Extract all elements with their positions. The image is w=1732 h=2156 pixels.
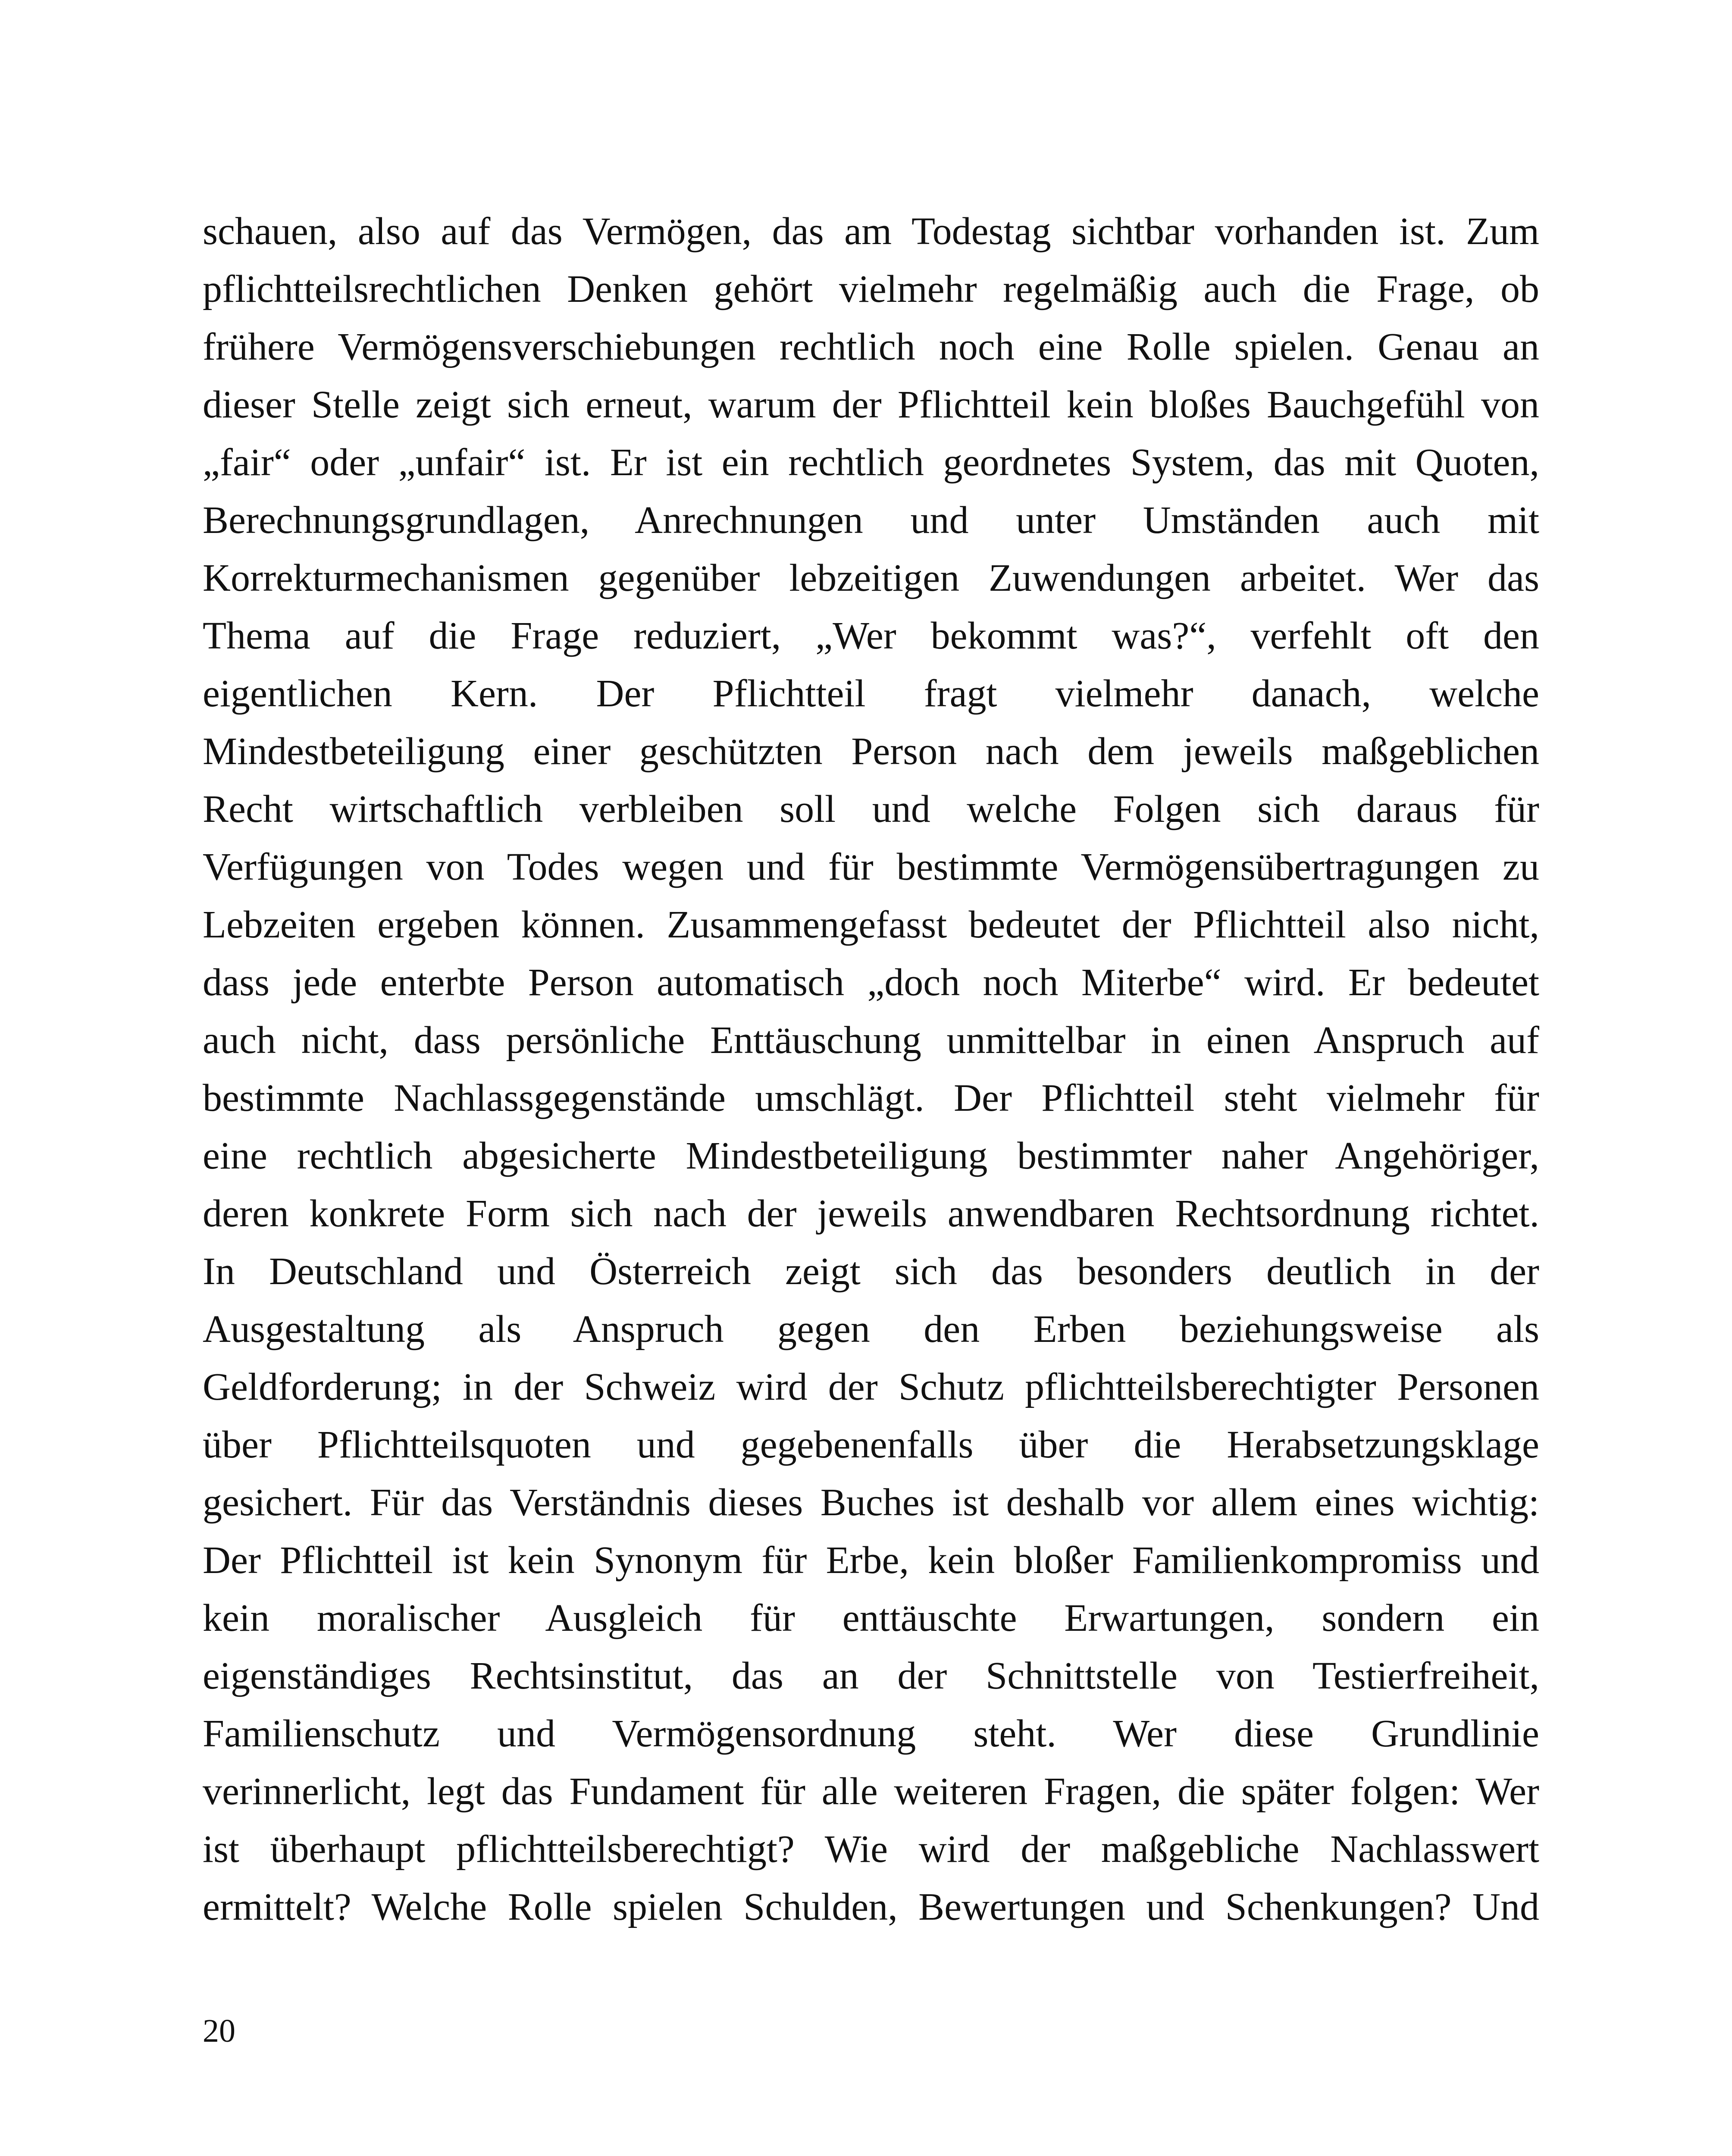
text-line: Mindestbeteiligung einer geschützten Person nach dem jeweils maßgeblichen: [203, 730, 1539, 773]
text-line: Recht wirtschaftlich verbleiben soll und welche Folgen sich daraus für: [203, 788, 1539, 830]
text-line: Thema auf die Frage reduziert, „Wer bekommt was?“, verfehlt oft den: [203, 614, 1539, 657]
text-line: verinnerlicht, legt das Fundament für alle weiteren Fragen, die später folgen: Wer: [203, 1770, 1539, 1813]
text-line: „fair“ oder „unfair“ ist. Er ist ein rechtlich geordnetes System, das mit Quoten,: [203, 441, 1539, 484]
text-line: deren konkrete Form sich nach der jeweils anwendbaren Rechtsordnung richtet.: [203, 1192, 1539, 1235]
text-line: dass jede enterbte Person automatisch „doch noch Miterbe“ wird. Er bedeutet: [203, 961, 1539, 1004]
text-line: In Deutschland und Österreich zeigt sich das besonders deutlich in der: [203, 1250, 1539, 1293]
text-line: eigentlichen Kern. Der Pflichtteil fragt vielmehr danach, welche: [203, 672, 1539, 715]
text-line: pflichtteilsrechtlichen Denken gehört vielmehr regelmäßig auch die Frage, ob: [203, 268, 1539, 310]
text-line: schauen, also auf das Vermögen, das am Todestag sichtbar vorhanden ist. Zum: [203, 210, 1539, 253]
text-line: dieser Stelle zeigt sich erneut, warum der Pflichtteil kein bloßes Bauchgefühl von: [203, 383, 1539, 426]
text-line: eigenständiges Rechtsinstitut, das an der Schnittstelle von Testierfreiheit,: [203, 1655, 1539, 1697]
text-line: kein moralischer Ausgleich für enttäuschte Erwartungen, sondern ein: [203, 1597, 1539, 1639]
page-number: 20: [203, 2013, 235, 2049]
text-line: Verfügungen von Todes wegen und für bestimmte Vermögensübertragungen zu: [203, 846, 1539, 888]
body-text: [203, 203, 1539, 1936]
text-line: Ausgestaltung als Anspruch gegen den Erben beziehungsweise als: [203, 1308, 1539, 1351]
text-line: über Pflichtteilsquoten und gegebenenfalls über die Herabsetzungsklage: [203, 1423, 1539, 1466]
text-line: Korrekturmechanismen gegenüber lebzeitigen Zuwendungen arbeitet. Wer das: [203, 557, 1539, 599]
text-line: eine rechtlich abgesicherte Mindestbeteiligung bestimmter naher Angehöriger,: [203, 1134, 1539, 1177]
text-line: gesichert. Für das Verständnis dieses Buches ist deshalb vor allem eines wichtig:: [203, 1481, 1539, 1524]
text-line: ermittelt? Welche Rolle spielen Schulden, Bewertungen und Schenkungen? Und: [203, 1886, 1539, 1928]
text-line: ist überhaupt pflichtteilsberechtigt? Wie wird der maßgebliche Nachlasswert: [203, 1828, 1539, 1871]
text-line: Berechnungsgrundlagen, Anrechnungen und unter Umständen auch mit: [203, 499, 1539, 542]
text-line: Familienschutz und Vermögensordnung steht. Wer diese Grundlinie: [203, 1712, 1539, 1755]
text-line: Der Pflichtteil ist kein Synonym für Erbe, kein bloßer Familienkompromiss und: [203, 1539, 1539, 1582]
text-line: frühere Vermögensverschiebungen rechtlich noch eine Rolle spielen. Genau an: [203, 326, 1539, 368]
text-line: Geldforderung; in der Schweiz wird der Schutz pflichtteilsberechtigter Personen: [203, 1366, 1539, 1408]
text-line: bestimmte Nachlassgegenstände umschlägt. Der Pflichtteil steht vielmehr für: [203, 1077, 1539, 1119]
text-line: Lebzeiten ergeben können. Zusammengefasst bedeutet der Pflichtteil also nicht,: [203, 903, 1539, 946]
text-line: auch nicht, dass persönliche Enttäuschung unmittelbar in einen Anspruch auf: [203, 1019, 1539, 1062]
